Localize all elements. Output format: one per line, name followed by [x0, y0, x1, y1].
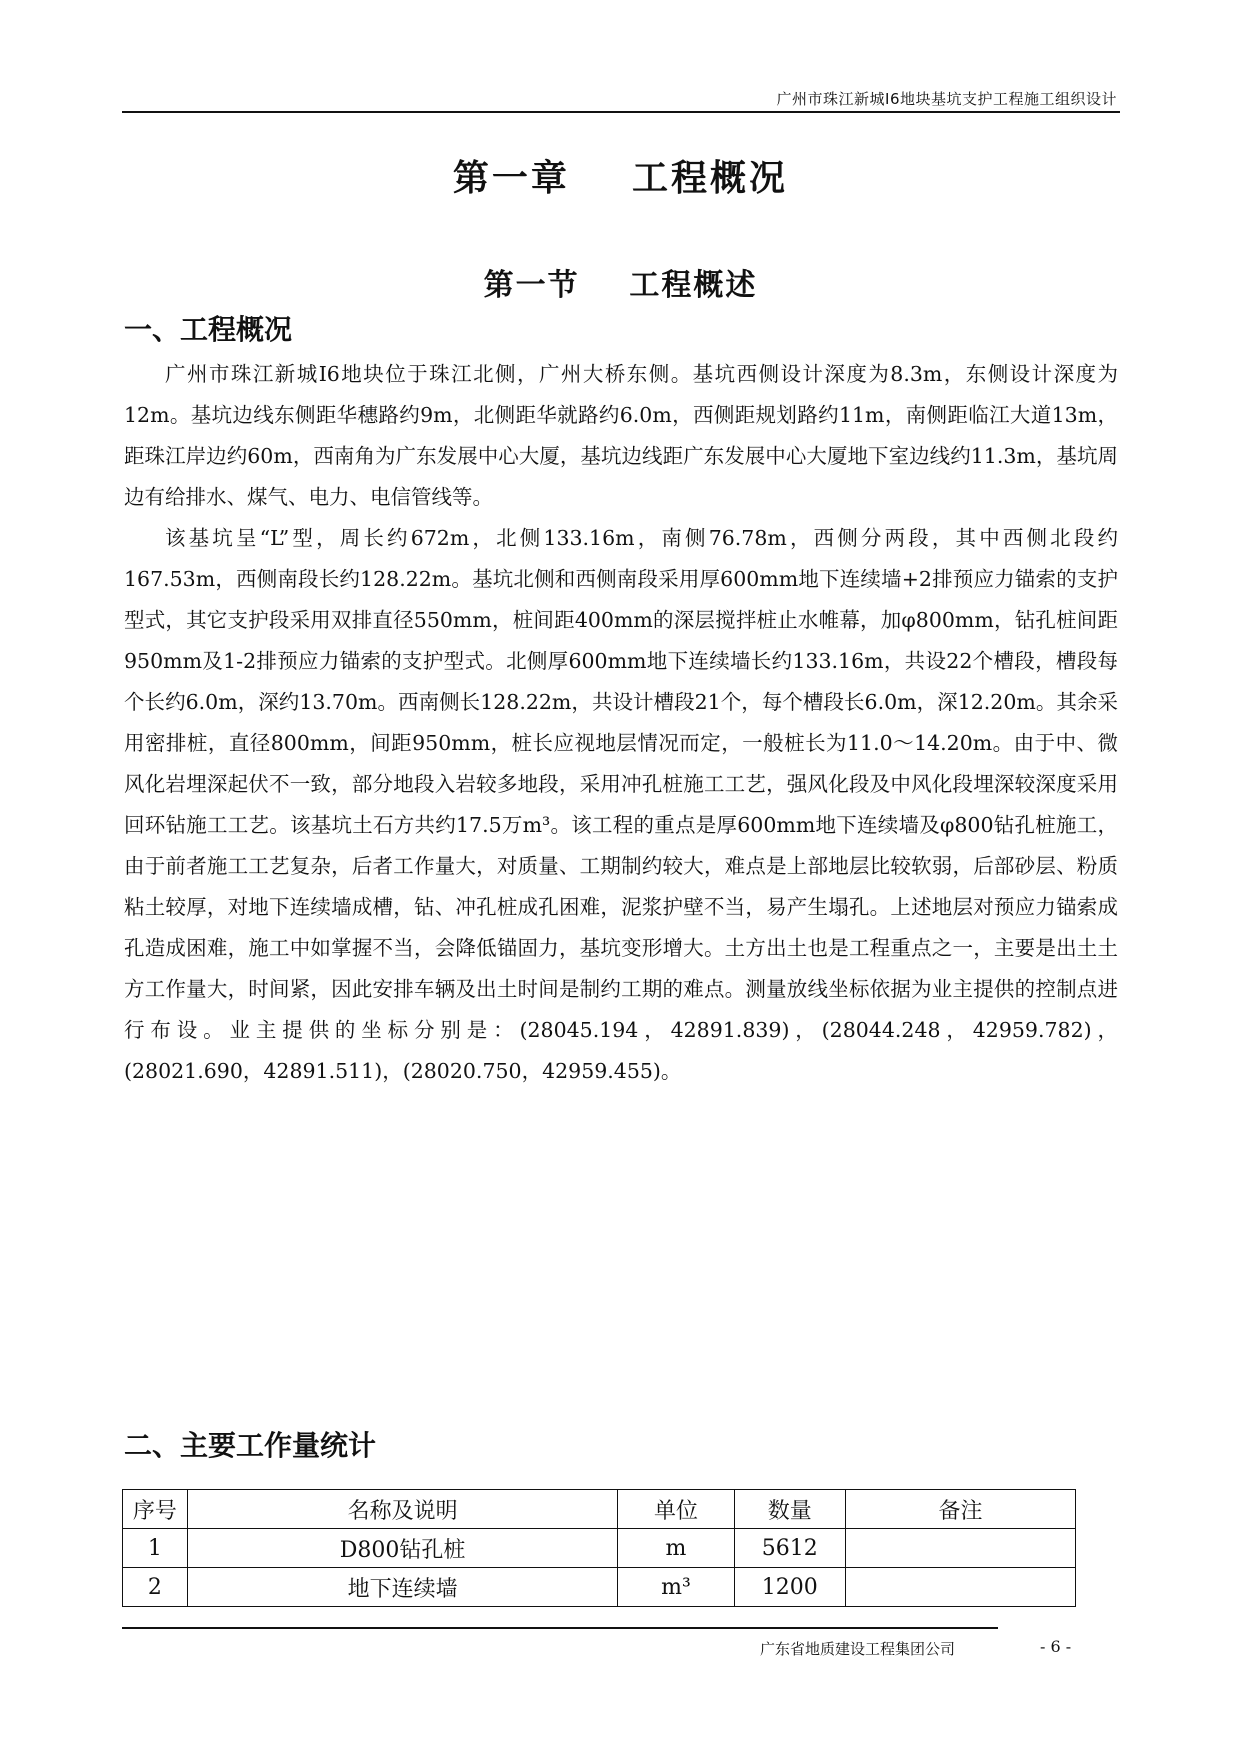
cell-remarks: [846, 1529, 1076, 1568]
col-header-quantity: 数量: [734, 1490, 846, 1529]
footer-rule: [122, 1627, 998, 1629]
page-number: - 6 -: [1040, 1637, 1072, 1656]
section-title: 第一节 工程概述: [483, 268, 758, 303]
cell-name: 地下连续墙: [187, 1568, 618, 1607]
paragraph-pit-description: 该基坑呈“L”型，周长约672m，北侧133.16m，南侧76.78m，西侧分两段，其中西侧北段约167.53m，西侧南段长约128.22m。基坑北侧和西侧南段采用厚600mm地下连续墙+2排预应力锚索的支护型式，其它支护段采用双排直径550mm，桩间距400mm的深层搅拌桩止水帷幕，加φ800mm，钻孔桩间距950mm及1-2排预应力锚索的支护型式。北侧厚600mm地下连续墙长约133.16m，共设22个槽段，槽段每个长约6.0m，深约13.70m。西南侧长128.22m，共设计槽段21个，每个槽段长6.0m，深12.20m。其余采用密排桩，直径800mm，间距950mm，桩长应视地层情况而定，一般桩长为11.0～14.20m。由于中、微风化岩埋深起伏不一致，部分地段入岩较多地段，采用冲孔桩施工工艺，强风化段及中风化段埋深较深度采用回环钻施工工艺。该基坑土石方共约17.5万m³。该工程的重点是厚600mm地下连续墙及φ800钻孔桩施工，由于前者施工工艺复杂，后者工作量大，对质量、工期制约较大，难点是上部地层比较软弱，后部砂层、粉质粘土较厚，对地下连续墙成槽，钻、冲孔桩成孔困难，泥浆护壁不当，易产生塌孔。上述地层对预应力锚索成孔造成困难，施工中如掌握不当，会降低锚固力，基坑变形增大。土方出土也是工程重点之一，主要是出土土方工作量大，时间紧，因此安排车辆及出土时间是制约工期的难点。测量放线坐标依据为业主提供的控制点进行布设。业主提供的坐标分别是：(28045.194，42891.839)，(28044.248，42959.782)，(28021.690，42891.511)，(28020.750，42959.455)。: [124, 526, 1118, 1083]
footer-company: 广东省地质建设工程集团公司: [760, 1640, 956, 1658]
cell-quantity: 1200: [734, 1568, 846, 1607]
heading-project-overview: 一、工程概况: [124, 313, 293, 346]
cell-name: D800钻孔桩: [187, 1529, 618, 1568]
col-header-index: 序号: [123, 1490, 188, 1529]
chapter-title: 第一章 工程概况: [452, 158, 789, 199]
cell-quantity: 5612: [734, 1529, 846, 1568]
running-header: 广州市珠江新城I6地块基坑支护工程施工组织设计: [776, 90, 1117, 108]
table-header-row: [123, 1490, 1076, 1529]
cell-remarks: [846, 1568, 1076, 1607]
table-row: [123, 1568, 1076, 1607]
col-header-unit: 单位: [618, 1490, 734, 1529]
cell-index: 1: [123, 1529, 188, 1568]
col-header-remarks: 备注: [846, 1490, 1076, 1529]
header-rule: [122, 111, 1120, 113]
col-header-name: 名称及说明: [187, 1490, 618, 1529]
cell-index: 2: [123, 1568, 188, 1607]
table-row: [123, 1529, 1076, 1568]
cell-unit: m: [618, 1529, 734, 1568]
paragraph-location: 广州市珠江新城I6地块位于珠江北侧，广州大桥东侧。基坑西侧设计深度为8.3m，东侧设计深度为12m。基坑边线东侧距华穗路约9m，北侧距华就路约6.0m，西侧距规划路约11m，南侧距临江大道13m，距珠江岸边约60m，西南角为广东发展中心大厦，基坑边线距广东发展中心大厦地下室边线约11.3m，基坑周边有给排水、煤气、电力、电信管线等。: [124, 362, 1118, 509]
heading-workload-statistics: 二、主要工作量统计: [124, 1429, 377, 1462]
cell-unit: m³: [618, 1568, 734, 1607]
workload-table: [122, 1489, 1076, 1607]
